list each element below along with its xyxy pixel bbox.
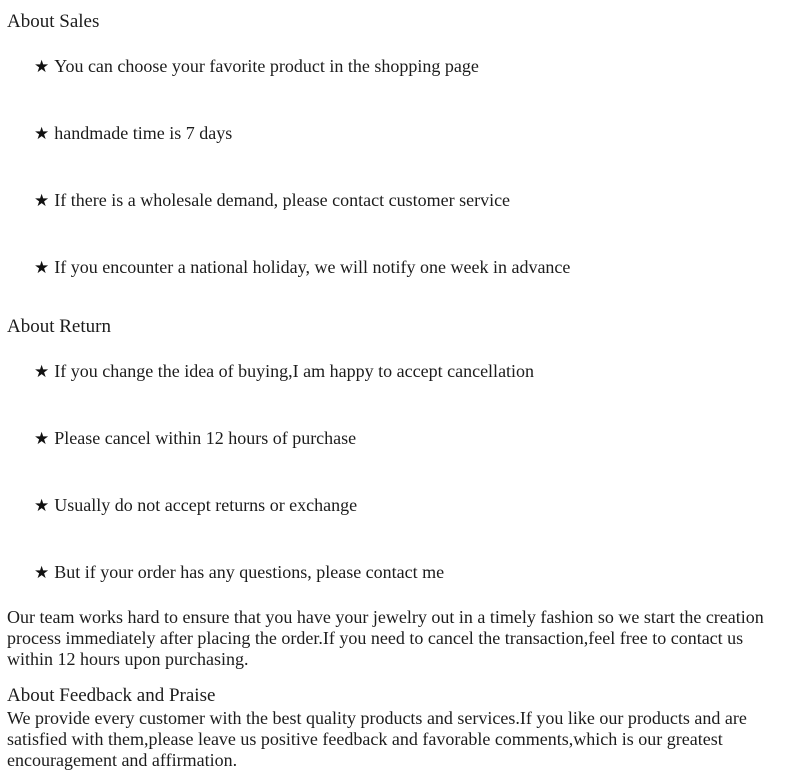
list-item xyxy=(7,539,796,606)
list-item-text: handmade time is 7 days xyxy=(54,123,233,143)
list-item xyxy=(7,234,796,301)
star-icon: ★ xyxy=(34,57,50,76)
section-about-feedback xyxy=(7,685,796,771)
section-heading: About Sales xyxy=(7,11,100,32)
star-icon: ★ xyxy=(34,124,50,143)
list-item-text: If there is a wholesale demand, please contact customer service xyxy=(54,190,511,210)
feedback-paragraph xyxy=(7,708,796,771)
list-item-text: But if your order has any questions, please contact me xyxy=(54,562,445,582)
star-icon: ★ xyxy=(34,191,50,210)
section-heading: About Feedback and Praise xyxy=(7,685,216,706)
section-about-return xyxy=(7,316,796,670)
star-icon: ★ xyxy=(34,258,50,277)
list-item xyxy=(7,405,796,472)
paragraph-line: We provide every customer with the best quality products and services.If you like our products and are xyxy=(7,708,747,728)
star-icon: ★ xyxy=(34,429,50,448)
list-item-text: Usually do not accept returns or exchange xyxy=(54,495,358,515)
star-icon: ★ xyxy=(34,362,50,381)
star-icon: ★ xyxy=(34,496,50,515)
list-item xyxy=(7,338,796,405)
list-item-text: Please cancel within 12 hours of purchase xyxy=(54,428,357,448)
list-item-text: You can choose your favorite product in the shopping page xyxy=(54,56,479,76)
paragraph-line: encouragement and affirmation. xyxy=(7,750,238,770)
star-icon: ★ xyxy=(34,563,50,582)
paragraph-line: within 12 hours upon purchasing. xyxy=(7,649,249,669)
paragraph-line: Our team works hard to ensure that you have your jewelry out in a timely fashion so we start the creation xyxy=(7,607,764,627)
section-heading: About Return xyxy=(7,316,111,337)
list-item xyxy=(7,100,796,167)
paragraph-line: satisfied with them,please leave us positive feedback and favorable comments,which is our greatest xyxy=(7,729,723,749)
list-item xyxy=(7,472,796,539)
list-item xyxy=(7,167,796,234)
list-item-text: If you encounter a national holiday, we will notify one week in advance xyxy=(54,257,571,277)
return-policy-paragraph xyxy=(7,607,796,670)
list-item xyxy=(7,33,796,100)
list-item-text: If you change the idea of buying,I am happy to accept cancellation xyxy=(54,361,535,381)
section-about-sales xyxy=(7,11,796,301)
paragraph-line: process immediately after placing the order.If you need to cancel the transaction,feel free to contact us xyxy=(7,628,744,648)
